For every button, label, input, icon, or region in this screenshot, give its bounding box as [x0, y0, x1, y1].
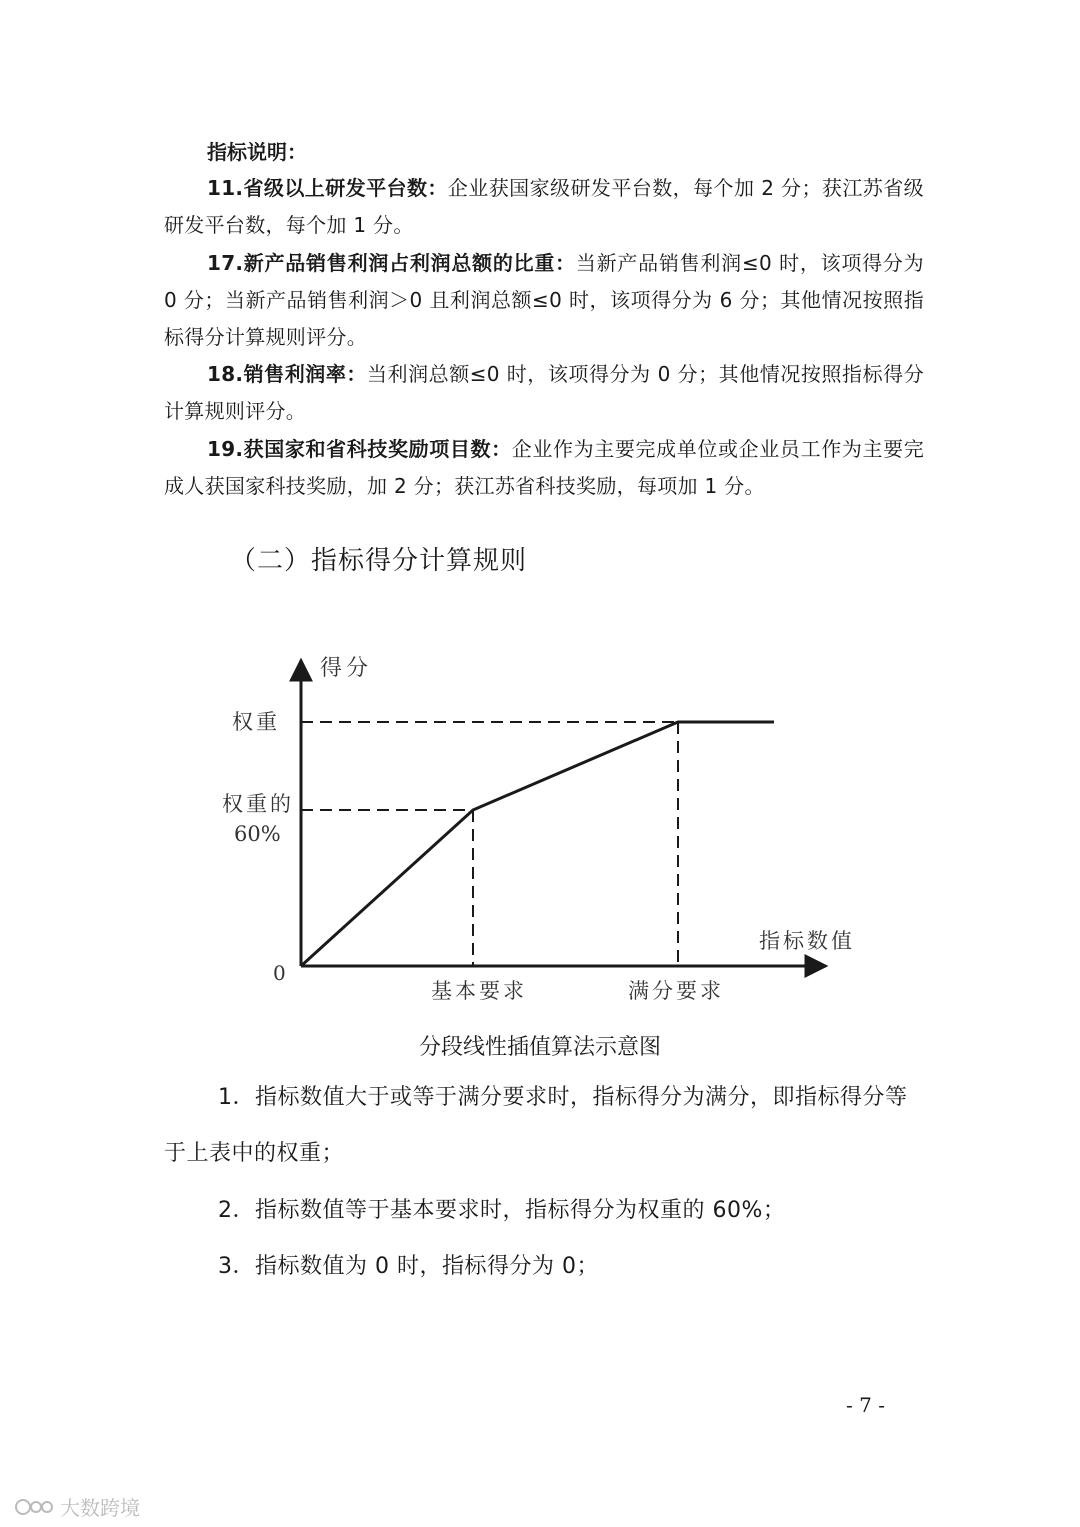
y-tick-60pct: 60%	[234, 822, 281, 846]
note-text: 企业作为主要完成单位或企业员工作为主要完成人获国家科技奖励，加 2 分；获江苏省科技奖励，每项加 1 分。	[164, 437, 924, 498]
origin-label: 0	[273, 961, 286, 985]
rule-3: 3．指标数值为 0 时，指标得分为 0；	[218, 1254, 599, 1279]
y-axis-label: 得分	[320, 656, 373, 681]
watermark-logo-icon	[14, 1496, 54, 1518]
note-label: 17.新产品销售利润占利润总额的比重：	[207, 251, 576, 275]
note-label: 11.省级以上研发平台数：	[207, 176, 448, 200]
score-line	[301, 722, 774, 966]
y-tick-weight-of: 权重的	[222, 792, 294, 816]
watermark-text: 大数跨境	[60, 1496, 140, 1520]
note-text: 企业获国家级研发平台数，每个加 2 分；获江苏省级研发平台数，每个加 1 分。	[164, 176, 924, 237]
notes-heading: 指标说明：	[207, 140, 307, 164]
x-tick-basic: 基本要求	[431, 979, 527, 1003]
page-number: - 7 -	[846, 1393, 885, 1417]
rule-2: 2．指标数值等于基本要求时，指标得分为权重的 60%；	[218, 1198, 786, 1223]
note-text: 当新产品销售利润≤0 时，该项得分为 0 分；当新产品销售利润＞0 且利润总额≤0 时，该项得分为 6 分；其他情况按照指标得分计算规则评分。	[164, 251, 924, 349]
section-title: （二）指标得分计算规则	[230, 546, 528, 576]
note-text: 当利润总额≤0 时，该项得分为 0 分；其他情况按照指标得分计算规则评分。	[164, 362, 924, 423]
y-tick-weight: 权重	[232, 710, 280, 734]
note-label: 18.销售利润率：	[207, 362, 367, 386]
rule-1: 1．指标数值大于或等于满分要求时，指标得分为满分，即指标得分等于上表中的权重；	[164, 1085, 908, 1166]
chart-caption: 分段线性插值算法示意图	[418, 1035, 661, 1060]
watermark	[14, 1492, 140, 1521]
x-tick-full: 满分要求	[628, 979, 724, 1003]
note-label: 19.获国家和省科技奖励项目数：	[207, 437, 512, 461]
x-axis-label: 指标数值	[759, 929, 855, 953]
